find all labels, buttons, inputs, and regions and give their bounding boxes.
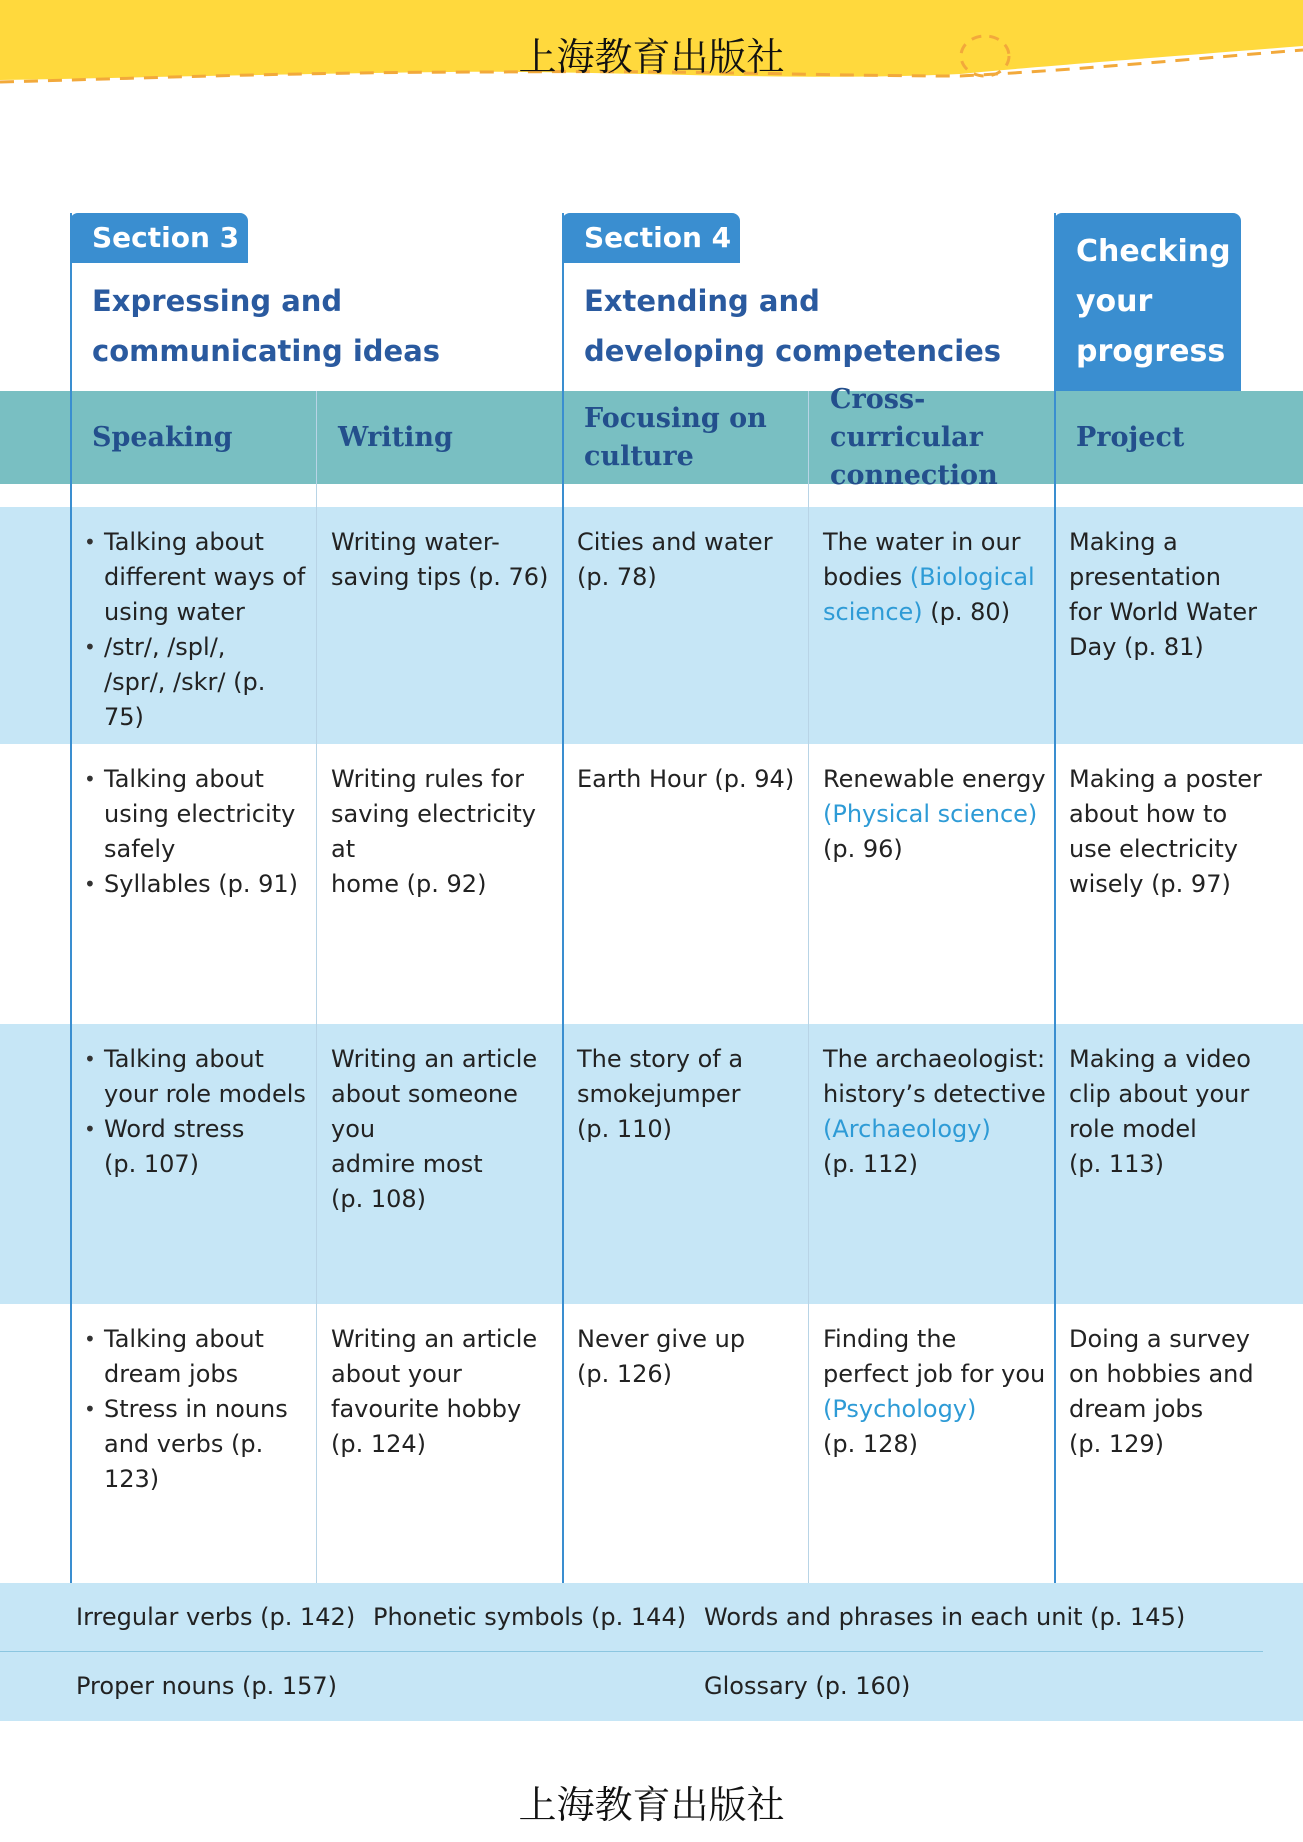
text-line: smokejumper <box>577 1080 741 1108</box>
text-line: about someone you <box>331 1080 518 1143</box>
list-item <box>84 1112 310 1182</box>
text-line: saving tips (p. 76) <box>331 563 549 591</box>
row-1-project <box>1069 525 1295 665</box>
divider-section-3-left <box>70 213 72 1583</box>
row-4-cross-curricular <box>823 1322 1049 1462</box>
list-item <box>84 867 310 902</box>
appendix-phonetic-symbols: Phonetic symbols (p. 144) <box>373 1603 687 1631</box>
text-line: The story of a <box>577 1045 744 1073</box>
text-line: Earth Hour (p. 94) <box>577 765 795 793</box>
page-ref: (p. 112) <box>823 1150 919 1178</box>
text-line: (p. 110) <box>577 1115 673 1143</box>
row-4-culture <box>577 1322 803 1392</box>
text-line: /spr/, /skr/ (p. 75) <box>104 668 266 731</box>
subject-label: science) <box>823 598 923 626</box>
text-line: (p. 124) <box>331 1430 427 1458</box>
row-4-speaking <box>84 1322 310 1497</box>
column-writing-label: Writing <box>338 421 453 453</box>
text-line: • /str/, /spl/, <box>104 633 226 661</box>
text-line: Making a poster <box>1069 765 1262 793</box>
section-4-tab: Section 4 <box>562 213 740 263</box>
checking-line1: Checking <box>1076 234 1231 269</box>
text-line: Writing an article <box>331 1045 538 1073</box>
list-item <box>84 630 310 735</box>
publisher-watermark-top: 上海教育出版社 <box>518 35 785 79</box>
section-3-title-line1: Expressing and <box>92 284 343 318</box>
subject-label: (Archaeology) <box>823 1115 991 1143</box>
subject-label: (Physical science) <box>823 800 1038 828</box>
text-line: • Talking about <box>104 765 264 793</box>
divider-speaking-writing <box>316 391 317 1583</box>
section-4-title-line1: Extending and <box>584 284 820 318</box>
list-item <box>84 1042 310 1112</box>
section-3-title <box>92 276 552 376</box>
divider-culture-cross <box>808 391 809 1583</box>
row-2-cross-curricular <box>823 762 1049 867</box>
text-line: your role models <box>104 1080 306 1108</box>
page-ref: (p. 80) <box>922 598 1011 626</box>
text-line: clip about your <box>1069 1080 1250 1108</box>
text-line: about your <box>331 1360 462 1388</box>
text-line: • Stress in nouns <box>104 1395 288 1423</box>
text-line: (p. 108) <box>331 1185 427 1213</box>
text-line: Cities and water <box>577 528 773 556</box>
text-line: favourite hobby <box>331 1395 522 1423</box>
row-3-cross-curricular <box>823 1042 1049 1182</box>
text-line: for World Water <box>1069 598 1257 626</box>
subject-label: (Psychology) <box>823 1395 977 1423</box>
text-line: • Talking about <box>104 1045 264 1073</box>
checking-line2: your <box>1076 284 1153 319</box>
text-line: history’s detective <box>823 1080 1046 1108</box>
text-line: saving electricity at <box>331 800 536 863</box>
text-line: (p. 129) <box>1069 1430 1165 1458</box>
text-line: different ways of <box>104 563 306 591</box>
column-culture-line2: culture <box>584 440 694 472</box>
row-2-speaking <box>84 762 310 902</box>
text-line: Never give up <box>577 1325 746 1353</box>
text-line: The archaeologist: <box>823 1045 1046 1073</box>
text-line: use electricity <box>1069 835 1238 863</box>
divider-section-4-left <box>562 213 564 1583</box>
divider-project-left <box>1054 213 1056 1583</box>
column-project-label: Project <box>1076 421 1185 453</box>
row-4-project <box>1069 1322 1295 1462</box>
row-1-cross-curricular <box>823 525 1049 630</box>
text-line: (p. 78) <box>577 563 657 591</box>
text-line: • Syllables (p. 91) <box>104 870 299 898</box>
list-item <box>84 1322 310 1392</box>
appendix-glossary: Glossary (p. 160) <box>704 1672 911 1700</box>
row-1-culture <box>577 525 803 595</box>
text-line <box>823 560 1049 595</box>
row-4-writing <box>331 1322 557 1462</box>
text-line: dream jobs <box>104 1360 239 1388</box>
text-line: • Word stress <box>104 1115 245 1143</box>
checking-progress-tab <box>1054 213 1241 391</box>
text-line: • Talking about <box>104 528 264 556</box>
appendix-words-and-phrases: Words and phrases in each unit (p. 145) <box>704 1603 1186 1631</box>
text-line: perfect job for you <box>823 1360 1046 1388</box>
list-item <box>84 762 310 867</box>
row-2-culture <box>577 762 803 797</box>
row-3-writing <box>331 1042 557 1217</box>
text-line: Day (p. 81) <box>1069 633 1204 661</box>
text-line: Writing rules for <box>331 765 524 793</box>
text-line: dream jobs <box>1069 1395 1204 1423</box>
row-2-writing <box>331 762 557 902</box>
checking-line3: progress <box>1076 334 1226 369</box>
text-line: about how to <box>1069 800 1228 828</box>
text-line: (p. 107) <box>104 1150 200 1178</box>
text-line: Writing an article <box>331 1325 538 1353</box>
page-ref: (p. 128) <box>823 1430 919 1458</box>
row-1-speaking <box>84 525 310 735</box>
appendix-proper-nouns: Proper nouns (p. 157) <box>76 1672 338 1700</box>
column-speaking-label: Speaking <box>92 421 233 453</box>
text-line: (p. 126) <box>577 1360 673 1388</box>
text-line: wisely (p. 97) <box>1069 870 1231 898</box>
text-line: using water <box>104 598 245 626</box>
column-header-cross-curricular <box>808 383 1054 491</box>
text-line: home (p. 92) <box>331 870 487 898</box>
text-line: (p. 113) <box>1069 1150 1165 1178</box>
text-line: Making a <box>1069 528 1178 556</box>
column-header-project <box>1054 391 1303 484</box>
section-4-title <box>584 276 1044 376</box>
column-cross-line2: connection <box>830 459 998 491</box>
text-line: role model <box>1069 1115 1197 1143</box>
section-4-title-line2: developing competencies <box>584 334 1002 368</box>
section-3-tab: Section 3 <box>70 213 248 263</box>
column-header-culture <box>562 391 808 484</box>
text-line: Writing water- <box>331 528 500 556</box>
row-2-project <box>1069 762 1295 902</box>
row-3-culture <box>577 1042 803 1147</box>
list-item <box>84 1392 310 1497</box>
text-line: Renewable energy <box>823 765 1046 793</box>
section-3-title-line2: communicating ideas <box>92 334 441 368</box>
publisher-watermark-bottom: 上海教育出版社 <box>518 1783 785 1827</box>
text-line: admire most <box>331 1150 483 1178</box>
column-cross-line1: Cross-curricular <box>830 383 983 453</box>
text-line: using electricity <box>104 800 296 828</box>
appendix-irregular-verbs: Irregular verbs (p. 142) <box>76 1603 356 1631</box>
column-culture-line1: Focusing on <box>584 402 767 434</box>
column-header-writing <box>316 391 562 484</box>
text-line: on hobbies and <box>1069 1360 1254 1388</box>
page-ref: (p. 96) <box>823 835 903 863</box>
text-line <box>823 595 1049 630</box>
text-line: • Talking about <box>104 1325 264 1353</box>
text-line: presentation <box>1069 563 1221 591</box>
column-header-speaking <box>70 391 316 484</box>
text-line: Finding the <box>823 1325 957 1353</box>
text-line: and verbs (p. 123) <box>104 1430 264 1493</box>
text-fragment: bodies <box>823 563 910 591</box>
subject-label: (Biological <box>909 563 1035 591</box>
row-3-speaking <box>84 1042 310 1182</box>
text-line: The water in our <box>823 528 1021 556</box>
text-line: safely <box>104 835 176 863</box>
row-1-writing <box>331 525 557 595</box>
row-3-project <box>1069 1042 1295 1182</box>
list-item <box>84 525 310 630</box>
text-line: Doing a survey <box>1069 1325 1250 1353</box>
text-line: Making a video <box>1069 1045 1251 1073</box>
appendix-divider <box>0 1651 1263 1652</box>
